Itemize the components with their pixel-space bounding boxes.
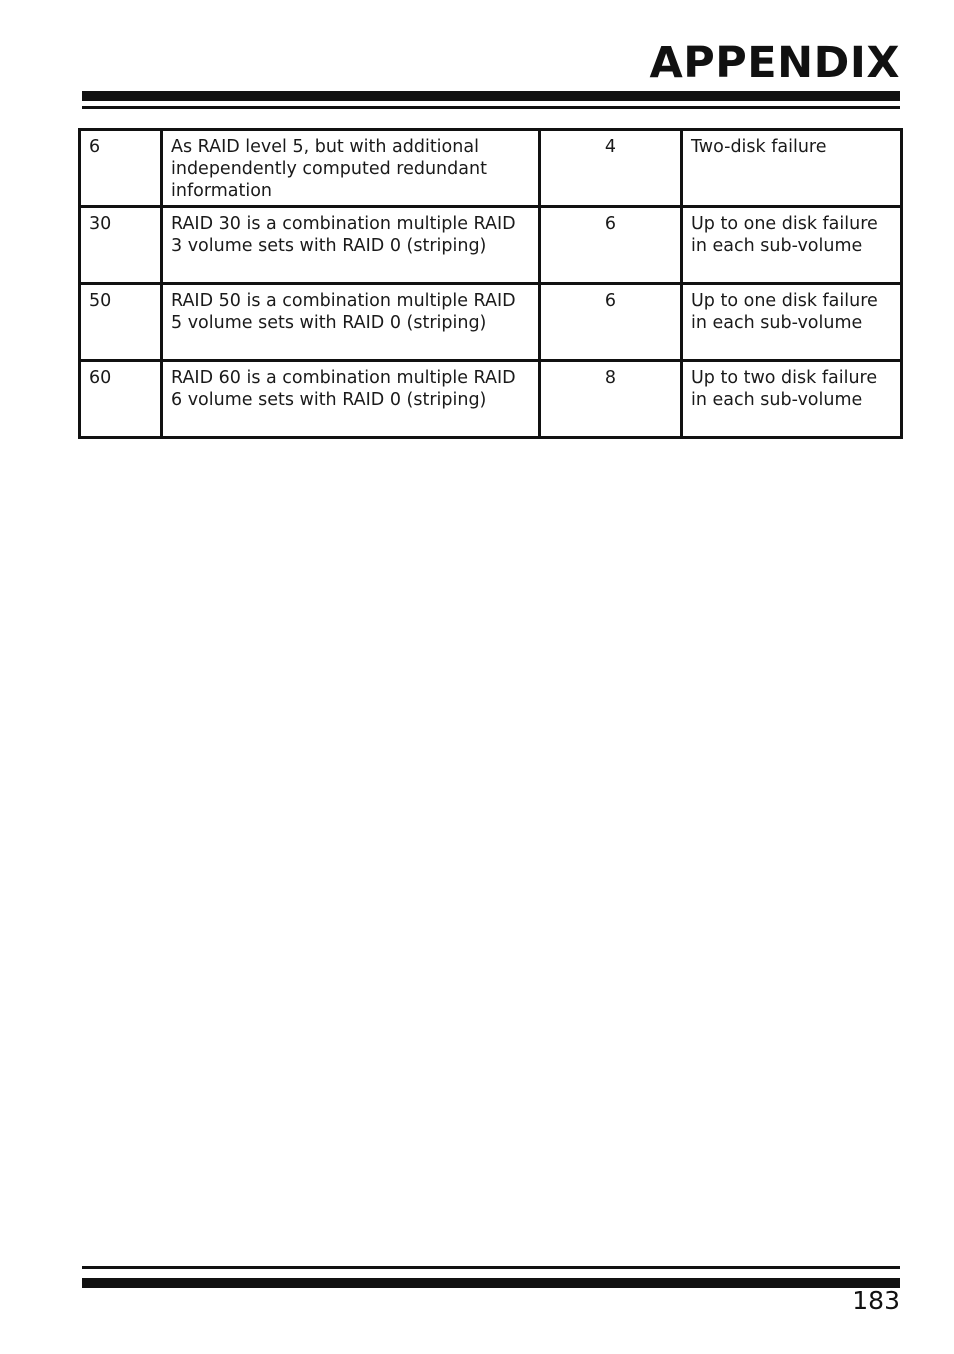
min-disks-cell: 6	[540, 284, 682, 361]
raid-level-cell: 6	[80, 130, 162, 207]
page-title: APPENDIX	[649, 38, 900, 88]
fault-tolerance-cell: Up to two disk failure in each sub-volume	[682, 361, 902, 438]
fault-tolerance-cell: Up to one disk failure in each sub-volume	[682, 207, 902, 284]
table-row	[80, 207, 902, 284]
description-cell: RAID 60 is a combination multiple RAID 6 volume sets with RAID 0 (striping)	[162, 361, 540, 438]
footer-rule-thin	[82, 1266, 900, 1269]
min-disks-cell: 4	[540, 130, 682, 207]
description-cell: RAID 50 is a combination multiple RAID 5 volume sets with RAID 0 (striping)	[162, 284, 540, 361]
header-rule-thin	[82, 106, 900, 109]
table-row	[80, 130, 902, 207]
fault-tolerance-cell: Two-disk failure	[682, 130, 902, 207]
raid-levels-table	[78, 128, 903, 439]
header-rule-thick	[82, 91, 900, 101]
description-cell: RAID 30 is a combination multiple RAID 3 volume sets with RAID 0 (striping)	[162, 207, 540, 284]
page-number: 183	[852, 1286, 900, 1315]
raid-level-cell: 60	[80, 361, 162, 438]
description-cell: As RAID level 5, but with additional independently computed redundant information	[162, 130, 540, 207]
min-disks-cell: 6	[540, 207, 682, 284]
table-row	[80, 361, 902, 438]
footer-rule-thick	[82, 1278, 900, 1288]
fault-tolerance-cell: Up to one disk failure in each sub-volume	[682, 284, 902, 361]
raid-level-cell: 30	[80, 207, 162, 284]
raid-level-cell: 50	[80, 284, 162, 361]
min-disks-cell: 8	[540, 361, 682, 438]
table-row	[80, 284, 902, 361]
